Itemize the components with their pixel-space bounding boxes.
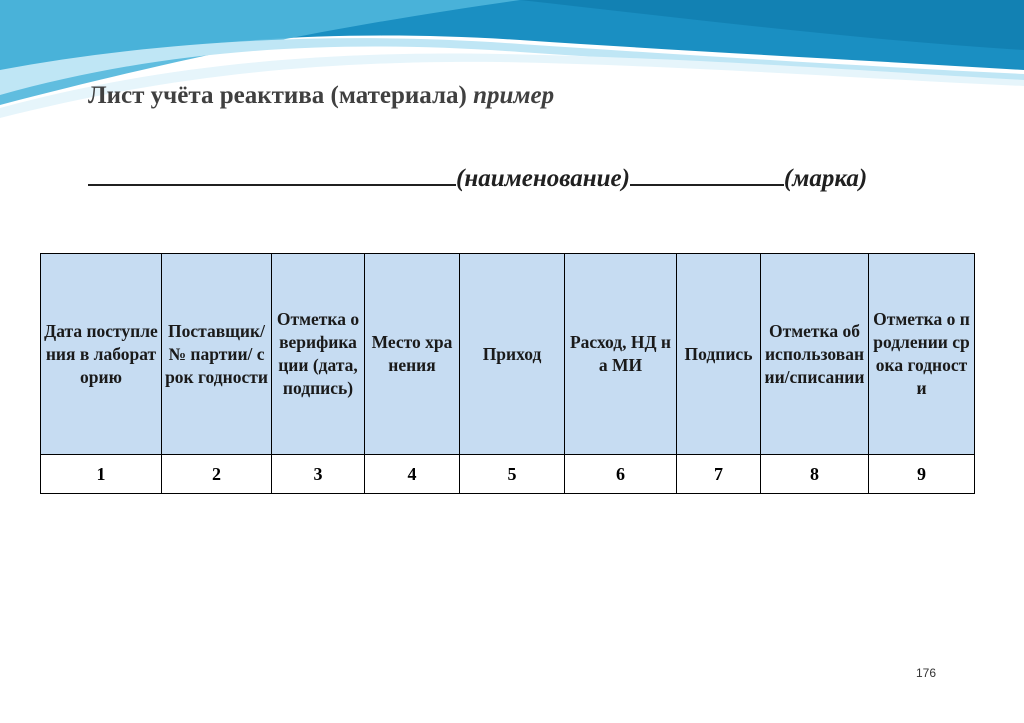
- title-main: Лист учёта реактива (материала): [88, 82, 467, 109]
- number-cell: 9: [869, 455, 975, 494]
- slide-title: [88, 82, 554, 110]
- number-cell: 6: [565, 455, 677, 494]
- slide-number: 176: [916, 666, 937, 680]
- number-cell: 8: [761, 455, 869, 494]
- title-suffix: пример: [473, 82, 555, 109]
- header-cell: Место хранения: [365, 254, 460, 455]
- number-cell: 7: [677, 455, 761, 494]
- header-cell: Подпись: [677, 254, 761, 455]
- header-cell: Дата поступления в лабораторию: [41, 254, 162, 455]
- header-cell: Отметка об использовании/списании: [761, 254, 869, 455]
- brand-label: (марка): [783, 165, 868, 192]
- reagent-log-table: [40, 253, 975, 494]
- number-cell: 2: [162, 455, 272, 494]
- number-cell: 3: [272, 455, 365, 494]
- table-header-row: [41, 254, 975, 455]
- header-cell: Поставщик/ № партии/ срок годности: [162, 254, 272, 455]
- table-number-row: [41, 455, 975, 494]
- header-cell: Отметка о верификации (дата, подпись): [272, 254, 365, 455]
- name-blank: [88, 158, 456, 186]
- wave-decoration: [0, 0, 1024, 130]
- name-label: (наименование): [456, 165, 630, 192]
- header-cell: Отметка о продлении срока годности: [869, 254, 975, 455]
- number-cell: 4: [365, 455, 460, 494]
- header-cell: Расход, НД на МИ: [565, 254, 677, 455]
- number-cell: 5: [460, 455, 565, 494]
- number-cell: 1: [41, 455, 162, 494]
- name-brand-line: [88, 158, 867, 193]
- brand-blank: [630, 158, 784, 186]
- header-cell: Приход: [460, 254, 565, 455]
